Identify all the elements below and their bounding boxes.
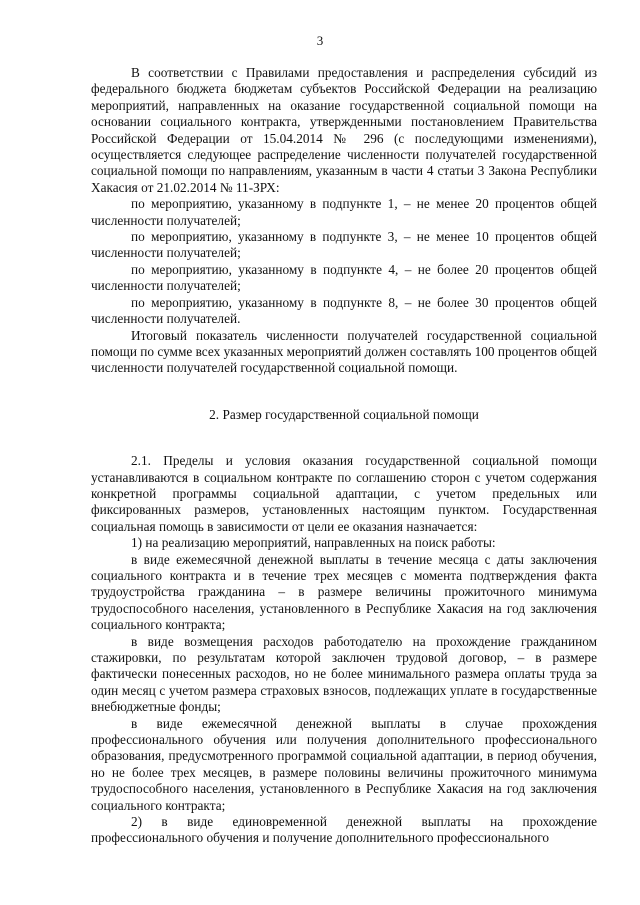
document-body <box>91 65 597 847</box>
page-number: 3 <box>316 33 324 48</box>
paragraph-monthly-payment: в виде ежемесячной денежной выплаты в течение месяца с даты заключения социального контракта и в течение трех месяцев с момента подтверждения факта трудоустройства гражданина – в размере величины прожиточного минимума трудоспособного населения, установленного в Республике Хакасия на год заключения социального контракта; <box>91 551 597 633</box>
paragraph-subsidy-rules: В соответствии с Правилами предоставления и распределения субсидий из федерального бюджета бюджетам субъектов Российской Федерации на реализацию мероприятий, направленных на оказание государственной социальной помощи на основании социального контракта, утвержденными постановлением Правительства Российской Федерации от 15.04.2014 № 296 (с последующими изменениями), осуществляется следующее распределение численности получателей государственной социальной помощи по направлениям, указанным в части 4 статьи 3 Закона Республики Хакасия от 21.02.2014 № 11-ЗРХ: <box>91 65 597 195</box>
paragraph-employer-reimbursement: в виде возмещения расходов работодателю на прохождение гражданином стажировки, по результатам которой заключен трудовой договор, – в размере фактически понесенных расходов, но не более минимального размера оплаты труда за один месяц с учетом размера страховых взносов, подлежащих уплате в государственные внебюджетные фонды; <box>91 633 597 715</box>
paragraph-subpoint-1: по мероприятию, указанному в подпункте 1, – не менее 20 процентов общей численности получателей; <box>91 196 597 228</box>
paragraph-2-1: 2.1. Пределы и условия оказания государственной социальной помощи устанавливаются в социальном контракте по соглашению сторон с учетом содержания конкретной программы социальной адаптации, с учетом предельных или фиксированных размеров, установленных настоящим пунктом. Государственная социальная помощь в зависимости от цели ее оказания назначается: <box>91 453 597 534</box>
paragraph-subpoint-8: по мероприятию, указанному в подпункте 8, – не более 30 процентов общей численности получателей. <box>91 294 597 327</box>
section-heading: 2. Размер государственной социальной помощи <box>209 406 479 422</box>
paragraph-job-search: 1) на реализацию мероприятий, направленных на поиск работы: <box>131 535 496 551</box>
paragraph-subpoint-4: по мероприятию, указанному в подпункте 4, – не более 20 процентов общей численности получателей; <box>91 261 597 294</box>
paragraph-training-payment: в виде ежемесячной денежной выплаты в случае прохождения профессионального обучения или получения дополнительного профессионального образования, предусмотренного программой социальной адаптации, в период обучения, но не более трех месяцев, в размере половины величины прожиточного минимума трудоспособного населения, установленного в Республике Хакасия на год заключения социального контракта; <box>91 715 597 813</box>
paragraph-subpoint-3: по мероприятию, указанному в подпункте 3, – не менее 10 процентов общей численности получателей; <box>91 229 597 261</box>
paragraph-lump-sum: 2) в виде единовременной денежной выплаты на прохождение профессионального обучения и получение дополнительного профессионального <box>91 814 597 846</box>
paragraph-total-indicator: Итоговый показатель численности получателей государственной социальной помощи по сумме всех указанных мероприятий должен составлять 100 процентов общей численности получателей государственной социальной помощи. <box>91 327 597 376</box>
